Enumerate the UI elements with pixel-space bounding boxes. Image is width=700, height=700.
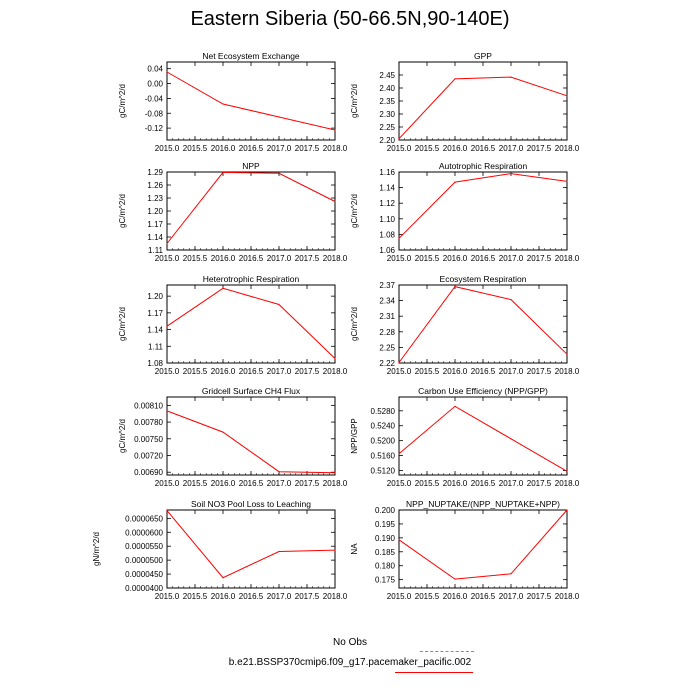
data-point (398, 238, 399, 239)
y-axis-label: gN/m^2/d (92, 532, 101, 566)
x-tick-label: 2015.5 (182, 479, 208, 488)
y-tick-label: 0.0000400 (125, 584, 163, 593)
x-tick-label: 2015.5 (182, 592, 208, 601)
x-tick-label: 2015.0 (386, 144, 412, 153)
data-point (566, 509, 567, 510)
x-tick-label: 2016.5 (238, 479, 264, 488)
data-point (222, 172, 223, 173)
data-point (398, 362, 399, 363)
y-tick-label: 0.5280 (370, 406, 395, 416)
y-tick-label: 1.16 (379, 168, 395, 177)
data-point (454, 286, 455, 287)
y-tick-label: 0.0000550 (125, 542, 163, 552)
y-axis-label: gC/m^2/d (350, 307, 359, 341)
x-tick-label: 2016.0 (442, 254, 468, 263)
y-tick-label: 1.12 (379, 199, 395, 209)
panel-title: Soil NO3 Pool Loss to Leaching (190, 499, 312, 509)
plot-frame (167, 510, 335, 588)
panel-gridcell-surface-ch4-flux (118, 386, 348, 488)
data-point (166, 243, 167, 244)
y-axis-label: gC/m^2/d (350, 194, 359, 228)
data-point (566, 95, 567, 96)
panel-carbon-use-efficiency-npp-gpp (350, 386, 580, 488)
x-tick-label: 2016.5 (470, 367, 496, 376)
y-tick-label: 0.190 (374, 533, 395, 543)
x-tick-label: 2016.0 (442, 479, 468, 488)
y-tick-label: 2.35 (379, 97, 395, 106)
data-point (454, 182, 455, 183)
y-tick-label: 2.30 (379, 110, 395, 119)
panel-title: NPP_NUPTAKE/(NPP_NUPTAKE+NPP) (406, 499, 560, 509)
x-tick-label: 2016.0 (210, 367, 236, 376)
panel-autotrophic-respiration (350, 161, 580, 263)
series-line (399, 287, 567, 363)
legend-obs-label: No Obs (333, 637, 367, 648)
y-tick-label: 0.195 (374, 519, 395, 529)
x-tick-label: 2015.5 (182, 144, 208, 153)
x-tick-label: 2018.0 (554, 254, 580, 263)
data-point (510, 573, 511, 574)
x-tick-label: 2017.5 (526, 144, 552, 153)
x-tick-label: 2015.5 (414, 479, 440, 488)
data-point (398, 539, 399, 540)
x-tick-label: 2016.0 (210, 254, 236, 263)
x-tick-label: 2017.5 (294, 254, 320, 263)
data-point (334, 550, 335, 551)
x-tick-label: 2015.0 (154, 479, 180, 488)
y-tick-label: 2.22 (379, 359, 395, 368)
plot-frame (167, 397, 335, 475)
y-tick-label: 1.11 (148, 342, 163, 352)
y-tick-label: 1.23 (147, 194, 163, 203)
x-tick-label: 2016.5 (470, 479, 496, 488)
y-tick-label: 1.20 (147, 207, 163, 216)
plot-frame (399, 285, 567, 363)
x-tick-label: 2015.5 (414, 144, 440, 153)
y-tick-label: 0.00 (147, 79, 163, 89)
y-tick-label: 1.11 (148, 246, 163, 255)
y-tick-label: 1.20 (147, 292, 163, 302)
y-tick-label: 0.0000600 (125, 528, 163, 538)
panel-npp-nuptake-npp-nuptake-npp (350, 499, 580, 601)
panel-title: Ecosystem Respiration (439, 274, 527, 284)
x-tick-label: 2018.0 (554, 367, 580, 376)
y-tick-label: 0.00810 (134, 401, 163, 411)
x-tick-label: 2017.0 (266, 144, 292, 153)
x-tick-label: 2015.0 (154, 367, 180, 376)
series-line (167, 72, 335, 130)
y-tick-label: 2.37 (379, 281, 395, 290)
series-line (399, 510, 567, 579)
panel-soil-no3-pool-loss-to-leaching (92, 499, 348, 601)
y-tick-label: 0.200 (374, 506, 395, 515)
x-tick-label: 2015.0 (386, 479, 412, 488)
data-point (454, 406, 455, 407)
x-tick-label: 2017.5 (294, 479, 320, 488)
y-tick-label: 1.14 (147, 233, 163, 242)
y-tick-label: -0.04 (144, 94, 163, 104)
x-tick-label: 2016.0 (442, 144, 468, 153)
y-tick-label: 0.0000500 (125, 556, 163, 566)
data-point (454, 78, 455, 79)
y-tick-label: 0.00720 (134, 451, 163, 461)
plot-frame (399, 397, 567, 475)
panel-ecosystem-respiration (350, 274, 580, 376)
y-tick-label: 2.40 (379, 84, 395, 93)
y-axis-label: gC/m^2/d (118, 419, 127, 453)
x-tick-label: 2017.5 (294, 367, 320, 376)
panel-gpp (350, 51, 580, 153)
x-tick-label: 2018.0 (322, 592, 348, 601)
data-point (166, 326, 167, 327)
panel-title: Net Ecosystem Exchange (202, 51, 300, 61)
y-axis-label: gC/m^2/d (118, 307, 127, 341)
x-tick-label: 2018.0 (554, 592, 580, 601)
y-tick-label: -0.12 (144, 124, 163, 134)
panel-title: Carbon Use Efficiency (NPP/GPP) (418, 386, 548, 396)
x-tick-label: 2018.0 (322, 254, 348, 263)
panel-title: Gridcell Surface CH4 Flux (201, 386, 301, 396)
x-tick-label: 2017.0 (266, 254, 292, 263)
legend-obs-line (420, 651, 474, 652)
x-tick-label: 2017.0 (498, 592, 524, 601)
panel-net-ecosystem-exchange (118, 51, 348, 153)
data-point (566, 471, 567, 472)
data-point (166, 71, 167, 72)
x-tick-label: 2015.0 (154, 592, 180, 601)
data-point (510, 76, 511, 77)
data-point (334, 129, 335, 130)
y-tick-label: 2.34 (379, 296, 395, 306)
data-point (222, 432, 223, 433)
x-tick-label: 2017.5 (294, 144, 320, 153)
y-tick-label: 0.00780 (134, 418, 163, 428)
x-tick-label: 2015.5 (414, 254, 440, 263)
y-tick-label: 2.28 (379, 327, 395, 337)
y-axis-label: gC/m^2/d (118, 84, 127, 118)
y-tick-label: 1.29 (147, 168, 163, 177)
y-tick-label: 1.08 (379, 230, 395, 240)
data-point (278, 173, 279, 174)
y-tick-label: 1.26 (147, 181, 163, 190)
y-tick-label: 1.17 (147, 308, 163, 318)
x-tick-label: 2015.5 (182, 254, 208, 263)
y-tick-label: 0.00750 (134, 434, 163, 444)
x-tick-label: 2017.0 (498, 367, 524, 376)
y-tick-label: 2.20 (379, 136, 395, 145)
y-tick-label: 2.25 (379, 123, 395, 132)
x-tick-label: 2015.0 (386, 254, 412, 263)
data-point (510, 299, 511, 300)
panel-title: GPP (474, 51, 492, 61)
series-line (167, 172, 335, 243)
x-tick-label: 2018.0 (554, 479, 580, 488)
x-tick-label: 2016.5 (238, 367, 264, 376)
data-point (222, 103, 223, 104)
plot-frame (399, 62, 567, 140)
x-tick-label: 2017.0 (498, 254, 524, 263)
legend-run-label: b.e21.BSSP370cmip6.f09_g17.pacemaker_pacific.002 (228, 657, 472, 668)
x-tick-label: 2018.0 (554, 144, 580, 153)
x-tick-label: 2018.0 (322, 479, 348, 488)
x-tick-label: 2016.0 (210, 592, 236, 601)
y-tick-label: 0.175 (374, 575, 395, 585)
series-line (399, 77, 567, 139)
x-tick-label: 2015.0 (154, 254, 180, 263)
x-tick-label: 2017.5 (526, 254, 552, 263)
legend-run-line (395, 672, 473, 673)
x-tick-label: 2016.5 (470, 592, 496, 601)
series-line (167, 288, 335, 358)
y-tick-label: -0.08 (144, 109, 163, 119)
y-tick-label: 0.0000450 (125, 570, 163, 580)
x-tick-label: 2016.0 (442, 367, 468, 376)
data-point (278, 304, 279, 305)
x-tick-label: 2017.0 (266, 479, 292, 488)
x-tick-label: 2015.5 (414, 367, 440, 376)
y-tick-label: 1.06 (379, 246, 395, 255)
panel-title: Heterotrophic Respiration (202, 274, 300, 284)
y-axis-label: NA (350, 543, 359, 555)
x-tick-label: 2017.0 (266, 367, 292, 376)
x-tick-label: 2016.5 (238, 592, 264, 601)
data-point (398, 138, 399, 139)
data-point (510, 173, 511, 174)
panel-heterotrophic-respiration (118, 274, 348, 376)
x-tick-label: 2016.5 (470, 254, 496, 263)
plot-frame (399, 172, 567, 250)
series-line (167, 411, 335, 473)
data-point (454, 578, 455, 579)
data-point (278, 116, 279, 117)
x-tick-label: 2017.5 (526, 592, 552, 601)
series-line (399, 174, 567, 239)
x-tick-label: 2017.0 (498, 479, 524, 488)
y-tick-label: 2.25 (379, 343, 395, 353)
data-point (166, 510, 167, 511)
data-point (510, 438, 511, 439)
panel-title: NPP (242, 161, 260, 171)
y-tick-label: 0.00690 (134, 468, 163, 478)
page-title: Eastern Siberia (50-66.5N,90-140E) (190, 8, 510, 30)
data-point (566, 354, 567, 355)
y-axis-label: gC/m^2/d (118, 194, 127, 228)
y-tick-label: 1.08 (147, 359, 163, 368)
panel-npp (118, 161, 348, 263)
x-tick-label: 2016.5 (238, 144, 264, 153)
x-tick-label: 2016.0 (210, 479, 236, 488)
plot-frame (167, 62, 335, 140)
y-tick-label: 0.5200 (370, 436, 395, 446)
y-tick-label: 0.5240 (370, 421, 395, 431)
data-point (222, 577, 223, 578)
x-tick-label: 2016.0 (210, 144, 236, 153)
data-point (334, 201, 335, 202)
x-tick-label: 2017.0 (266, 592, 292, 601)
data-point (334, 472, 335, 473)
x-tick-label: 2016.5 (238, 254, 264, 263)
y-tick-label: 1.10 (379, 214, 395, 224)
x-tick-label: 2018.0 (322, 367, 348, 376)
data-point (278, 471, 279, 472)
y-tick-label: 1.14 (379, 183, 395, 193)
x-tick-label: 2015.5 (182, 367, 208, 376)
y-tick-label: 2.31 (379, 312, 395, 322)
y-tick-label: 0.185 (374, 547, 395, 557)
y-axis-label: NPP/GPP (350, 418, 359, 454)
y-tick-label: 0.5160 (370, 451, 395, 461)
x-tick-label: 2016.5 (470, 144, 496, 153)
x-tick-label: 2015.0 (154, 144, 180, 153)
x-tick-label: 2018.0 (322, 144, 348, 153)
y-tick-label: 1.14 (147, 325, 163, 335)
data-point (566, 181, 567, 182)
x-tick-label: 2016.0 (442, 592, 468, 601)
x-tick-label: 2017.0 (498, 144, 524, 153)
y-tick-label: 0.04 (147, 64, 163, 74)
y-tick-label: 1.17 (147, 220, 163, 229)
data-point (278, 551, 279, 552)
data-point (398, 453, 399, 454)
data-point (222, 288, 223, 289)
x-tick-label: 2015.0 (386, 592, 412, 601)
data-point (166, 410, 167, 411)
y-tick-label: 0.5120 (370, 466, 395, 476)
x-tick-label: 2017.5 (526, 479, 552, 488)
panel-title: Autotrophic Respiration (438, 161, 528, 171)
y-axis-label: gC/m^2/d (350, 84, 359, 118)
x-tick-label: 2015.5 (414, 592, 440, 601)
x-tick-label: 2017.5 (294, 592, 320, 601)
x-tick-label: 2017.5 (526, 367, 552, 376)
series-line (399, 406, 567, 471)
y-tick-label: 0.180 (374, 561, 395, 571)
y-tick-label: 2.45 (379, 71, 395, 80)
x-tick-label: 2015.0 (386, 367, 412, 376)
series-line (167, 511, 335, 578)
y-tick-label: 0.0000650 (125, 514, 163, 524)
data-point (334, 358, 335, 359)
